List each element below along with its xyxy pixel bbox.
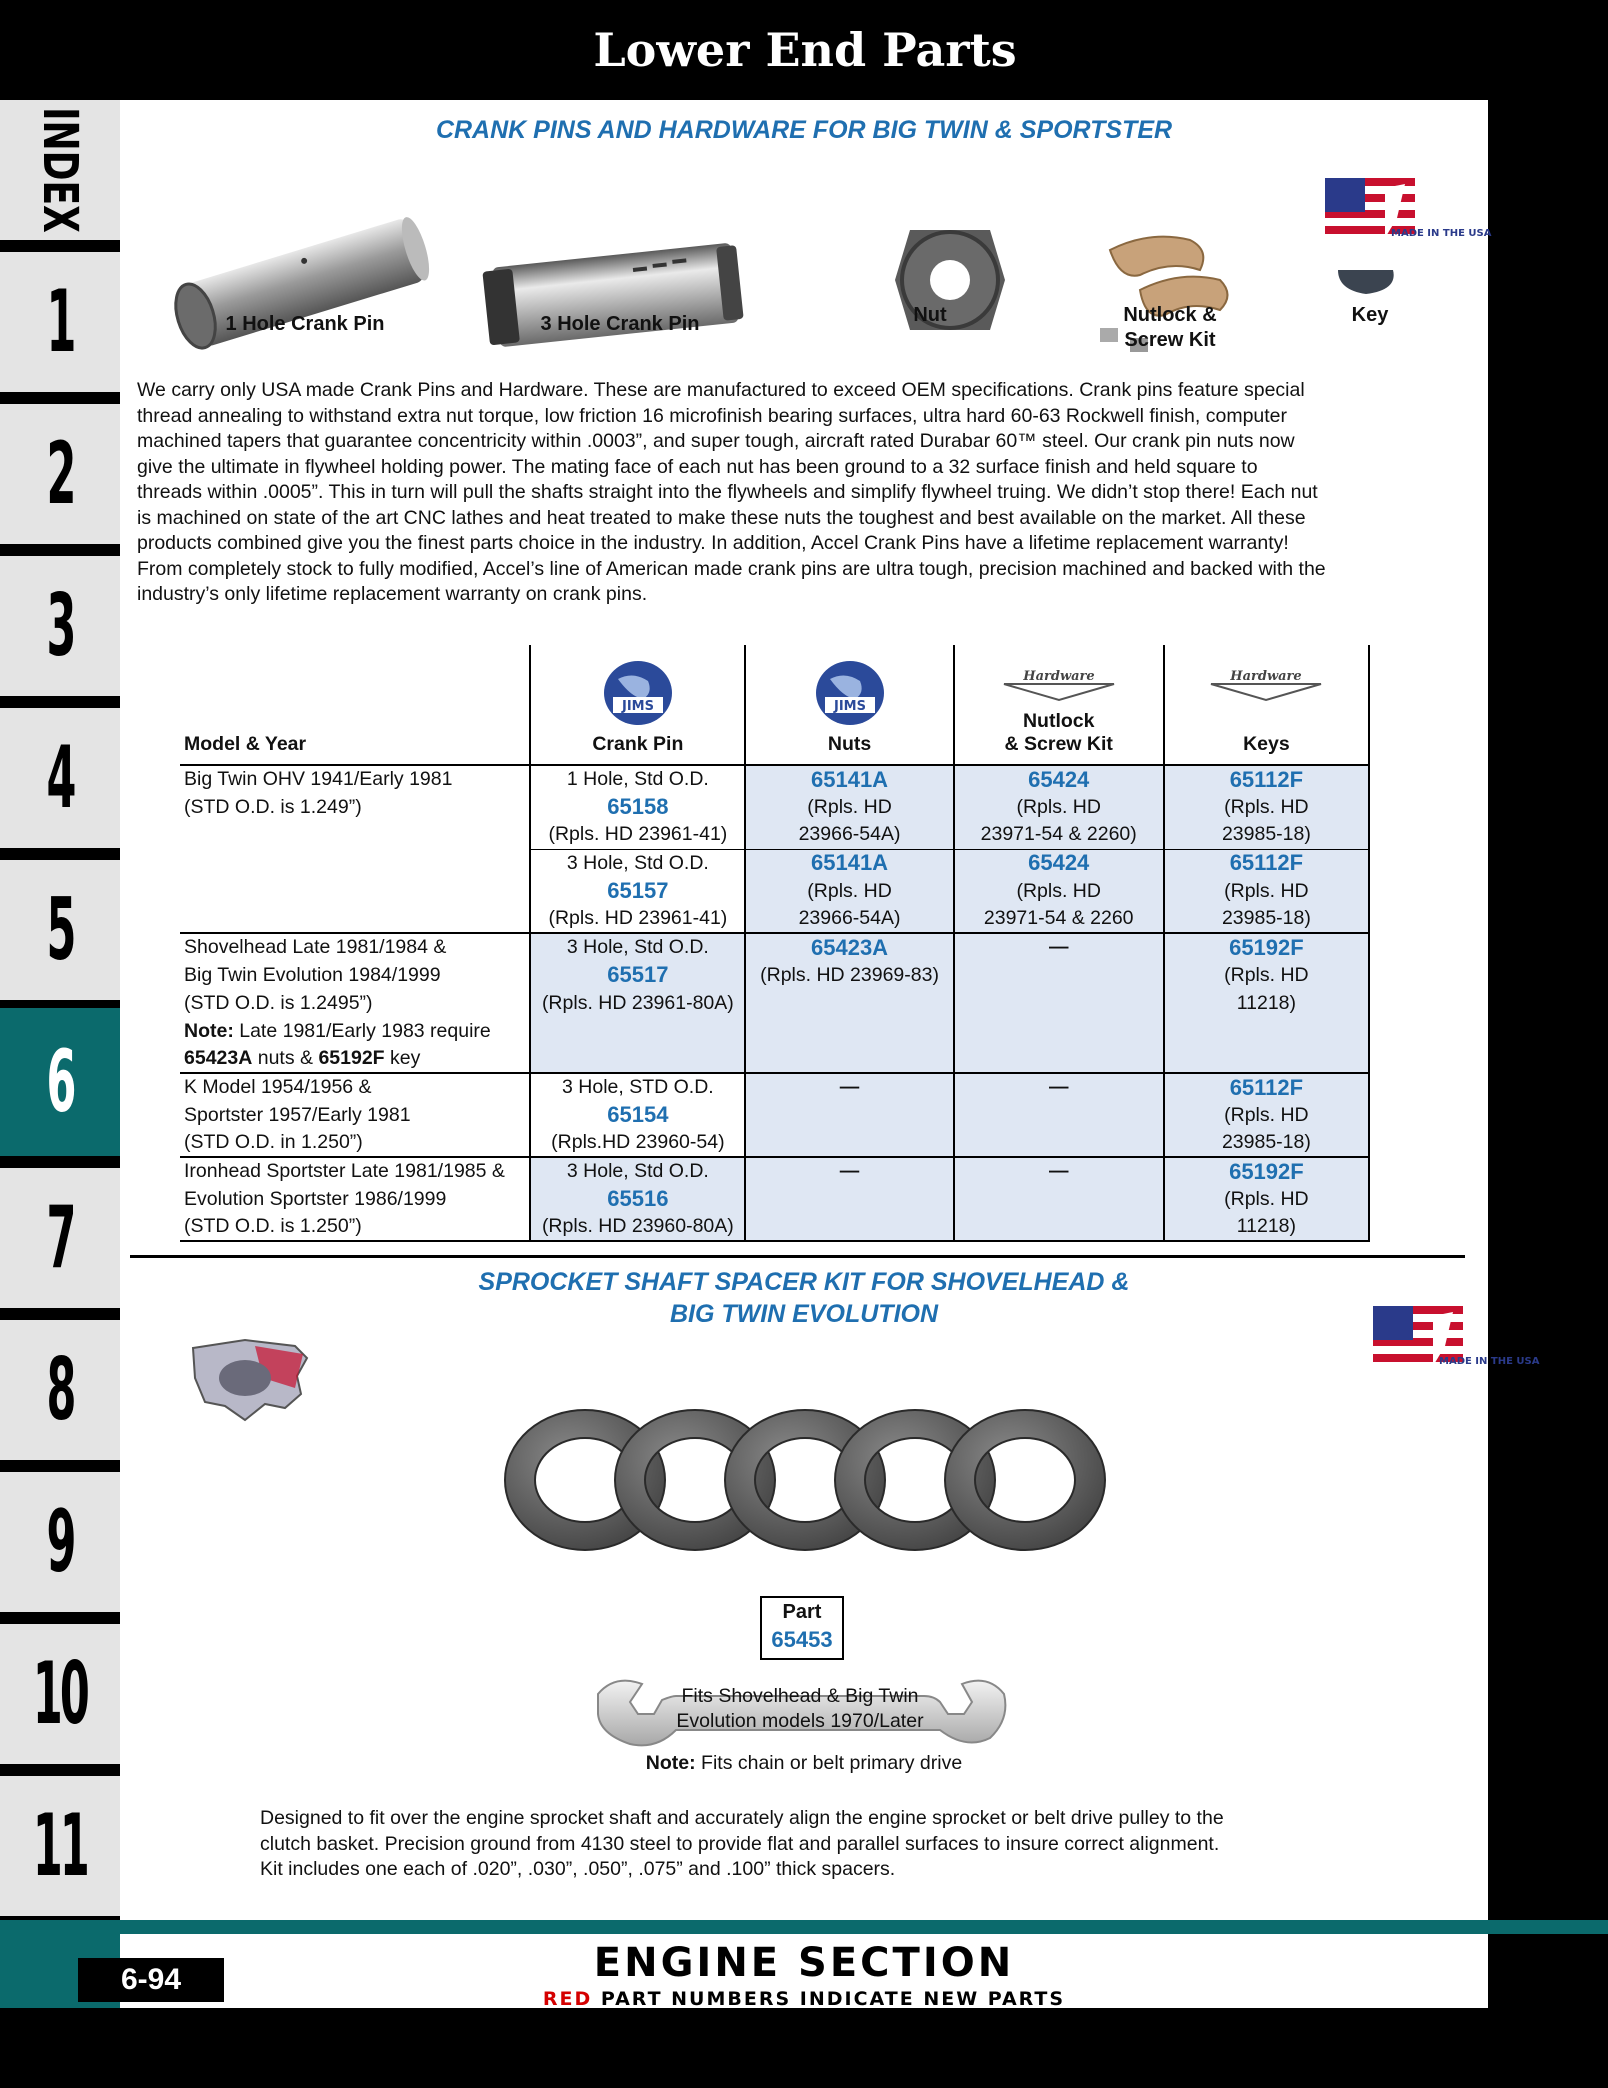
crank-parts-table bbox=[180, 645, 1370, 1242]
desc-line: Kit includes one each of .020”, .030”, .050”, .075” and .100” thick spacers. bbox=[260, 1858, 896, 1880]
usa-text: MADE IN THE USA bbox=[1439, 1356, 1540, 1367]
wrench-caption bbox=[620, 1684, 980, 1734]
not-applicable-dash: — bbox=[839, 1160, 860, 1182]
header-keys: Hardware Keys bbox=[1164, 645, 1369, 765]
footer-new-parts-note: RED PART NUMBERS INDICATE NEW PARTS bbox=[542, 1988, 1066, 2010]
jims-text: JIMS bbox=[833, 699, 866, 714]
table-row bbox=[180, 1045, 1369, 1073]
table-row: Sportster 1957/Early 1981 65154 (Rpls. HD bbox=[180, 1101, 1369, 1129]
part-number: 65424 bbox=[1028, 766, 1090, 792]
table-row: Big Twin Evolution 1984/1999 65517 (Rpls. HD 23969-83) (Rpls. HD bbox=[180, 961, 1369, 989]
made-in-usa-flag-icon bbox=[1373, 1306, 1540, 1372]
desc-line: products combined give you the finest parts choice in the industry. In addition, Accel Crank Pins have a lifetime replacement warranty! bbox=[137, 532, 1289, 554]
sprocket-note: Note: Fits chain or belt primary drive bbox=[645, 1752, 963, 1774]
nut-label: Nut bbox=[913, 304, 947, 326]
jims-logo-icon bbox=[593, 657, 683, 727]
part-number-box bbox=[760, 1596, 844, 1660]
part-number: 65517 bbox=[607, 962, 669, 987]
table-row: 65157 (Rpls. HD (Rpls. HD (Rpls. HD bbox=[180, 877, 1369, 905]
tab-5[interactable] bbox=[0, 860, 120, 1000]
nut-image bbox=[860, 190, 1040, 370]
table-header-row bbox=[180, 645, 1369, 765]
page-number: 6-94 bbox=[78, 1958, 224, 2002]
nutlock-label-line1: Nutlock & bbox=[1123, 304, 1217, 326]
one-hole-crank-pin-label: 1 Hole Crank Pin bbox=[225, 313, 385, 335]
part-number: 65423A bbox=[811, 934, 889, 960]
note-cell: 65423A nuts & 65192F key bbox=[180, 1045, 530, 1073]
tab-7[interactable] bbox=[0, 1168, 120, 1308]
part-number: 65112F bbox=[1229, 850, 1304, 876]
tab-1[interactable] bbox=[0, 252, 120, 392]
footer-band bbox=[0, 1920, 1608, 1934]
desc-line: From completely stock to fully modified, Accel’s line of American made crank pins are ultra tough, precision machined and backed with the bbox=[137, 557, 1326, 580]
not-applicable-dash: — bbox=[1048, 1160, 1069, 1182]
hardware-logo-icon bbox=[994, 664, 1124, 704]
nutlock-label bbox=[1080, 303, 1260, 353]
crank-description bbox=[137, 378, 1477, 608]
tab-label: 11 bbox=[33, 1796, 87, 1896]
key-label: Key bbox=[1351, 304, 1389, 326]
hardware-logo-icon bbox=[1201, 664, 1331, 704]
tab-label: 6 bbox=[46, 1032, 74, 1132]
sprocket-title-line2: BIG TWIN EVOLUTION bbox=[669, 1300, 939, 1328]
part-number: 65158 bbox=[607, 794, 669, 819]
table-row: (STD O.D. is 1.2495”) (Rpls. HD 23961-80A) 11218) bbox=[180, 989, 1369, 1017]
part-number: 65516 bbox=[607, 1186, 669, 1211]
hardware-text: Hardware bbox=[1023, 669, 1095, 684]
desc-line: thread annealing to withstand extra nut torque, low friction 16 microfinish bearing surfaces, ultra hard 60-63 Rockwell finish, computer bbox=[137, 404, 1288, 427]
tab-label: INDEX bbox=[32, 107, 89, 233]
header-nutlock: Hardware Nutlock & Screw Kit bbox=[954, 645, 1164, 765]
tab-9[interactable] bbox=[0, 1472, 120, 1612]
desc-line: machined tapers that guarantee concentricity within .0003”, and super tough, aircraft rated Durabar 60™ steel. Our crank pin nuts now bbox=[137, 430, 1295, 452]
three-hole-crank-pin-image bbox=[465, 190, 765, 390]
part-label: Part bbox=[782, 1601, 822, 1623]
three-hole-crank-pin-label: 3 Hole Crank Pin bbox=[540, 313, 700, 335]
section-divider bbox=[130, 1255, 1465, 1258]
table-row bbox=[180, 1017, 1369, 1045]
table-row: K Model 1954/1956 & 3 Hole, STD O.D. — — 65112F bbox=[180, 1073, 1369, 1101]
tab-6[interactable] bbox=[0, 1000, 120, 1164]
desc-line: Designed to fit over the engine sprocket shaft and accurately align the engine sprocket or belt drive pulley to the bbox=[260, 1807, 1224, 1829]
crank-section-title: CRANK PINS AND HARDWARE FOR BIG TWIN & SPORTSTER bbox=[435, 116, 1173, 144]
content-panel bbox=[120, 100, 1540, 1920]
usa-text: MADE IN THE USA bbox=[1391, 228, 1492, 239]
sprocket-section-title bbox=[120, 1266, 1488, 1330]
tab-label: 5 bbox=[46, 880, 74, 980]
nutlock-label-line2: Screw Kit bbox=[1124, 329, 1216, 351]
sprocket-description bbox=[260, 1806, 1420, 1883]
not-applicable-dash: — bbox=[1048, 1076, 1069, 1098]
made-in-usa-flag-icon bbox=[1325, 178, 1492, 244]
tab-label: 4 bbox=[46, 728, 74, 828]
tab-10[interactable] bbox=[0, 1624, 120, 1764]
header-crank-pin: JIMS Crank Pin bbox=[530, 645, 745, 765]
table-row: (STD O.D. is 1.250”) (Rpls. HD 23960-80A) 11218) bbox=[180, 1213, 1369, 1241]
desc-line: We carry only USA made Crank Pins and Hardware. These are manufactured to exceed OEM specifications. Crank pins feature special bbox=[137, 379, 1305, 401]
tab-index[interactable] bbox=[0, 100, 120, 240]
part-number: 65192F bbox=[1229, 1158, 1304, 1184]
tab-8[interactable] bbox=[0, 1320, 120, 1460]
usa-map-logo-icon bbox=[185, 1328, 315, 1428]
wrench-line2: Evolution models 1970/Later bbox=[676, 1710, 924, 1732]
tab-11[interactable] bbox=[0, 1776, 120, 1916]
part-number: 65112F bbox=[1229, 1074, 1304, 1100]
tab-label: 9 bbox=[46, 1492, 74, 1592]
table-row: Ironhead Sportster Late 1981/1985 & 3 Hole, Std O.D. — — 65192F bbox=[180, 1157, 1369, 1185]
desc-line: give the ultimate in flywheel holding power. The mating face of each nut has been ground to a 32 surface finish and held square to bbox=[137, 455, 1258, 478]
table-row: (STD O.D. in 1.250”) (Rpls.HD 23960-54) 23985-18) bbox=[180, 1129, 1369, 1157]
part-number: 65141A bbox=[811, 850, 889, 876]
spacer-kit-image bbox=[495, 1390, 1135, 1570]
part-number: 65154 bbox=[607, 1102, 669, 1127]
jims-logo-icon bbox=[805, 657, 895, 727]
page-title: Lower End Parts bbox=[593, 23, 1017, 77]
desc-line: industry’s only lifetime replacement warranty on crank pins. bbox=[137, 583, 648, 605]
tab-label: 1 bbox=[46, 272, 74, 372]
tab-4[interactable] bbox=[0, 708, 120, 848]
footer-section-title: ENGINE SECTION bbox=[593, 1940, 1015, 1986]
key-image bbox=[1328, 260, 1408, 300]
part-number: 65112F bbox=[1229, 766, 1304, 792]
table-row: (STD O.D. is 1.249”) 65158 (Rpls. HD (Rpls. HD (Rpls. HD bbox=[180, 793, 1369, 821]
table-row: Big Twin OHV 1941/Early 1981 1 Hole, Std O.D. 65141A 65424 65112F bbox=[180, 765, 1369, 793]
wrench-line1: Fits Shovelhead & Big Twin bbox=[681, 1685, 919, 1707]
header-model: Model & Year bbox=[180, 645, 530, 765]
jims-text: JIMS bbox=[621, 699, 654, 714]
tab-label: 3 bbox=[46, 576, 74, 676]
desc-line: is machined on state of the art CNC lathes and heat treated to make these nuts the toughest and best available on the market. All these bbox=[137, 506, 1306, 529]
not-applicable-dash: — bbox=[839, 1076, 860, 1098]
header-nuts: JIMS Nuts bbox=[745, 645, 953, 765]
tab-label: 10 bbox=[33, 1644, 87, 1744]
part-number: 65424 bbox=[1028, 850, 1090, 876]
part-number: 65141A bbox=[811, 766, 889, 792]
not-applicable-dash: — bbox=[1048, 936, 1069, 958]
note-cell: Note: Late 1981/Early 1983 require bbox=[180, 1017, 530, 1045]
table-row: (Rpls. HD 23961-41) 23966-54A) 23971-54 & 2260) 23985-18) bbox=[180, 821, 1369, 849]
tab-label: 2 bbox=[46, 424, 74, 524]
hardware-text: Hardware bbox=[1230, 669, 1303, 684]
table-row: Shovelhead Late 1981/1984 & 3 Hole, Std O.D. 65423A — 65192F bbox=[180, 933, 1369, 961]
tab-label: 7 bbox=[46, 1188, 74, 1288]
desc-line: threads within .0005”. This in turn will pull the shafts straight into the flywheels and simplify flywheel truing. We didn’t stop there! Each nut bbox=[137, 481, 1318, 503]
one-hole-crank-pin-image bbox=[160, 160, 460, 400]
table-row: Evolution Sportster 1986/1999 65516 (Rpls. HD bbox=[180, 1185, 1369, 1213]
part-number: 65453 bbox=[771, 1627, 833, 1652]
part-number: 65157 bbox=[607, 878, 669, 903]
table-row: (Rpls. HD 23961-41) 23966-54A) 23971-54 & 2260 23985-18) bbox=[180, 905, 1369, 933]
part-number: 65192F bbox=[1229, 934, 1304, 960]
tab-label: 8 bbox=[46, 1340, 74, 1440]
desc-line: clutch basket. Precision ground from 4130 steel to provide flat and parallel surfaces to insure correct alignment. bbox=[260, 1832, 1220, 1855]
tab-2[interactable] bbox=[0, 404, 120, 544]
table-row: 3 Hole, Std O.D. 65141A 65424 65112F bbox=[180, 849, 1369, 877]
tab-3[interactable] bbox=[0, 556, 120, 696]
sprocket-title-line1: SPROCKET SHAFT SPACER KIT FOR SHOVELHEAD & bbox=[478, 1268, 1130, 1296]
